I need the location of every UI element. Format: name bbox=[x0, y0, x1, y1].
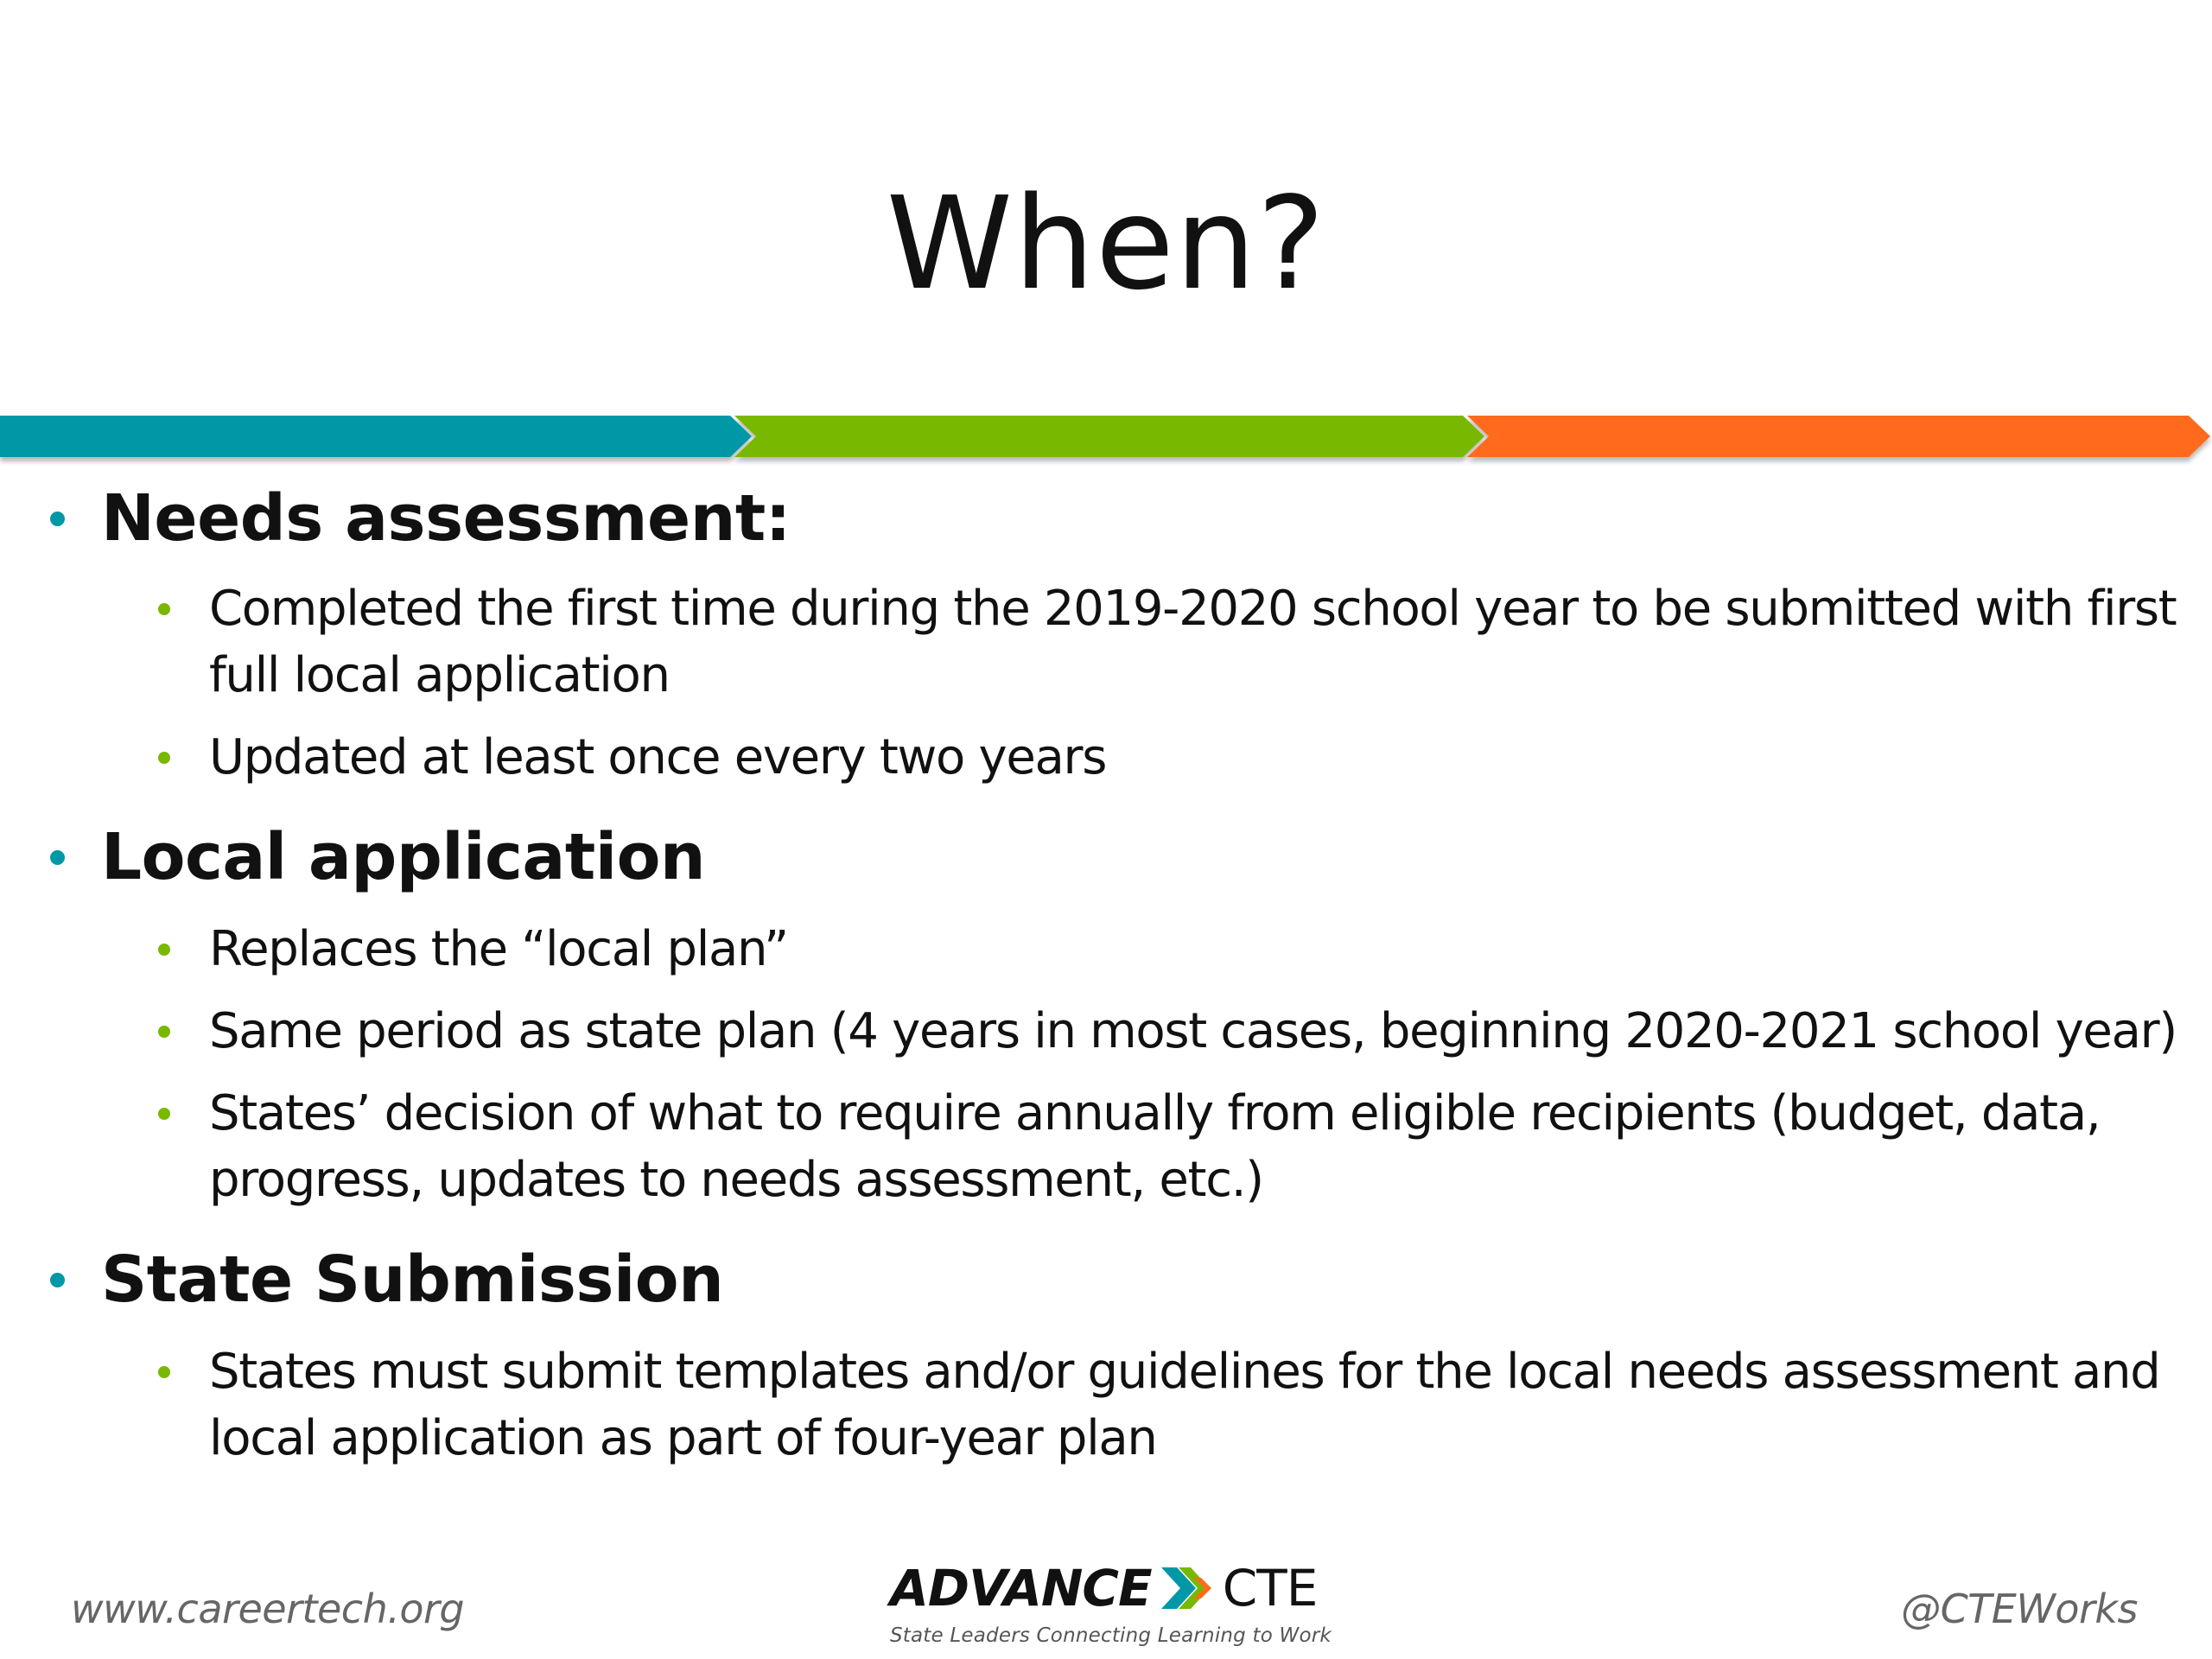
section-state-submission bbox=[47, 1236, 2181, 1471]
logo-word-advance: ADVANCE bbox=[890, 1559, 1152, 1618]
sub-bullet-text: States’ decision of what to require annually from eligible recipients (budget, data, progress, updates to needs assessment, etc.) bbox=[209, 1085, 2101, 1208]
section-heading bbox=[47, 475, 2181, 562]
bullet-content bbox=[47, 475, 2181, 1471]
sub-bullet-text: States must submit templates and/or guidelines for the local needs assessment and local application as part of four-year plan bbox=[209, 1344, 2160, 1466]
sub-bullet-item bbox=[47, 1338, 2181, 1471]
section-heading-text: Needs assessment: bbox=[101, 481, 791, 556]
section-needs-assessment bbox=[47, 475, 2181, 791]
logo-word-cte: CTE bbox=[1222, 1559, 1318, 1618]
sub-bullet-item bbox=[47, 575, 2181, 709]
sub-bullet-list bbox=[47, 1338, 2181, 1471]
section-local-application bbox=[47, 814, 2181, 1213]
section-heading-text: State Submission bbox=[101, 1243, 724, 1317]
bullet-dot-icon bbox=[158, 752, 170, 764]
sub-bullet-text: Completed the first time during the 2019-2020 school year to be submitted with first full local application bbox=[209, 581, 2177, 703]
slide-title: When? bbox=[886, 169, 1326, 318]
bullet-dot-icon bbox=[158, 603, 170, 615]
band-segment-green bbox=[734, 416, 1484, 457]
bullet-dot-icon bbox=[158, 1366, 170, 1378]
sub-bullet-list bbox=[47, 916, 2181, 1213]
sub-bullet-text: Updated at least once every two years bbox=[209, 729, 1107, 785]
bullet-dot-icon bbox=[50, 1273, 65, 1287]
sub-bullet-text: Same period as state plan (4 years in most cases, beginning 2020-2021 school year) bbox=[209, 1003, 2177, 1059]
section-heading bbox=[47, 814, 2181, 900]
double-chevron-right-icon bbox=[1156, 1555, 1218, 1621]
bullet-dot-icon bbox=[50, 512, 65, 526]
footer-website-url: www.careertech.org bbox=[71, 1586, 465, 1632]
bullet-dot-icon bbox=[158, 1108, 170, 1120]
sub-bullet-text: Replaces the “local plan” bbox=[209, 921, 788, 977]
logo-tagline: State Leaders Connecting Learning to Work bbox=[890, 1624, 1332, 1647]
bullet-dot-icon bbox=[158, 1026, 170, 1038]
bullet-dot-icon bbox=[158, 944, 170, 956]
bullet-dot-icon bbox=[50, 850, 65, 865]
logo-wordmark bbox=[890, 1555, 1317, 1621]
footer-social-handle: @CTEWorks bbox=[1901, 1586, 2138, 1632]
advance-cte-logo bbox=[890, 1555, 1332, 1650]
sub-bullet-item bbox=[47, 998, 2181, 1065]
sub-bullet-item bbox=[47, 724, 2181, 791]
section-heading-text: Local application bbox=[101, 820, 706, 894]
band-segment-orange bbox=[1467, 416, 2210, 457]
section-heading bbox=[47, 1236, 2181, 1323]
sub-bullet-list bbox=[47, 575, 2181, 791]
color-band-divider bbox=[0, 413, 2212, 468]
sub-bullet-item bbox=[47, 1080, 2181, 1213]
sub-bullet-item bbox=[47, 916, 2181, 982]
band-segment-teal bbox=[0, 416, 752, 457]
